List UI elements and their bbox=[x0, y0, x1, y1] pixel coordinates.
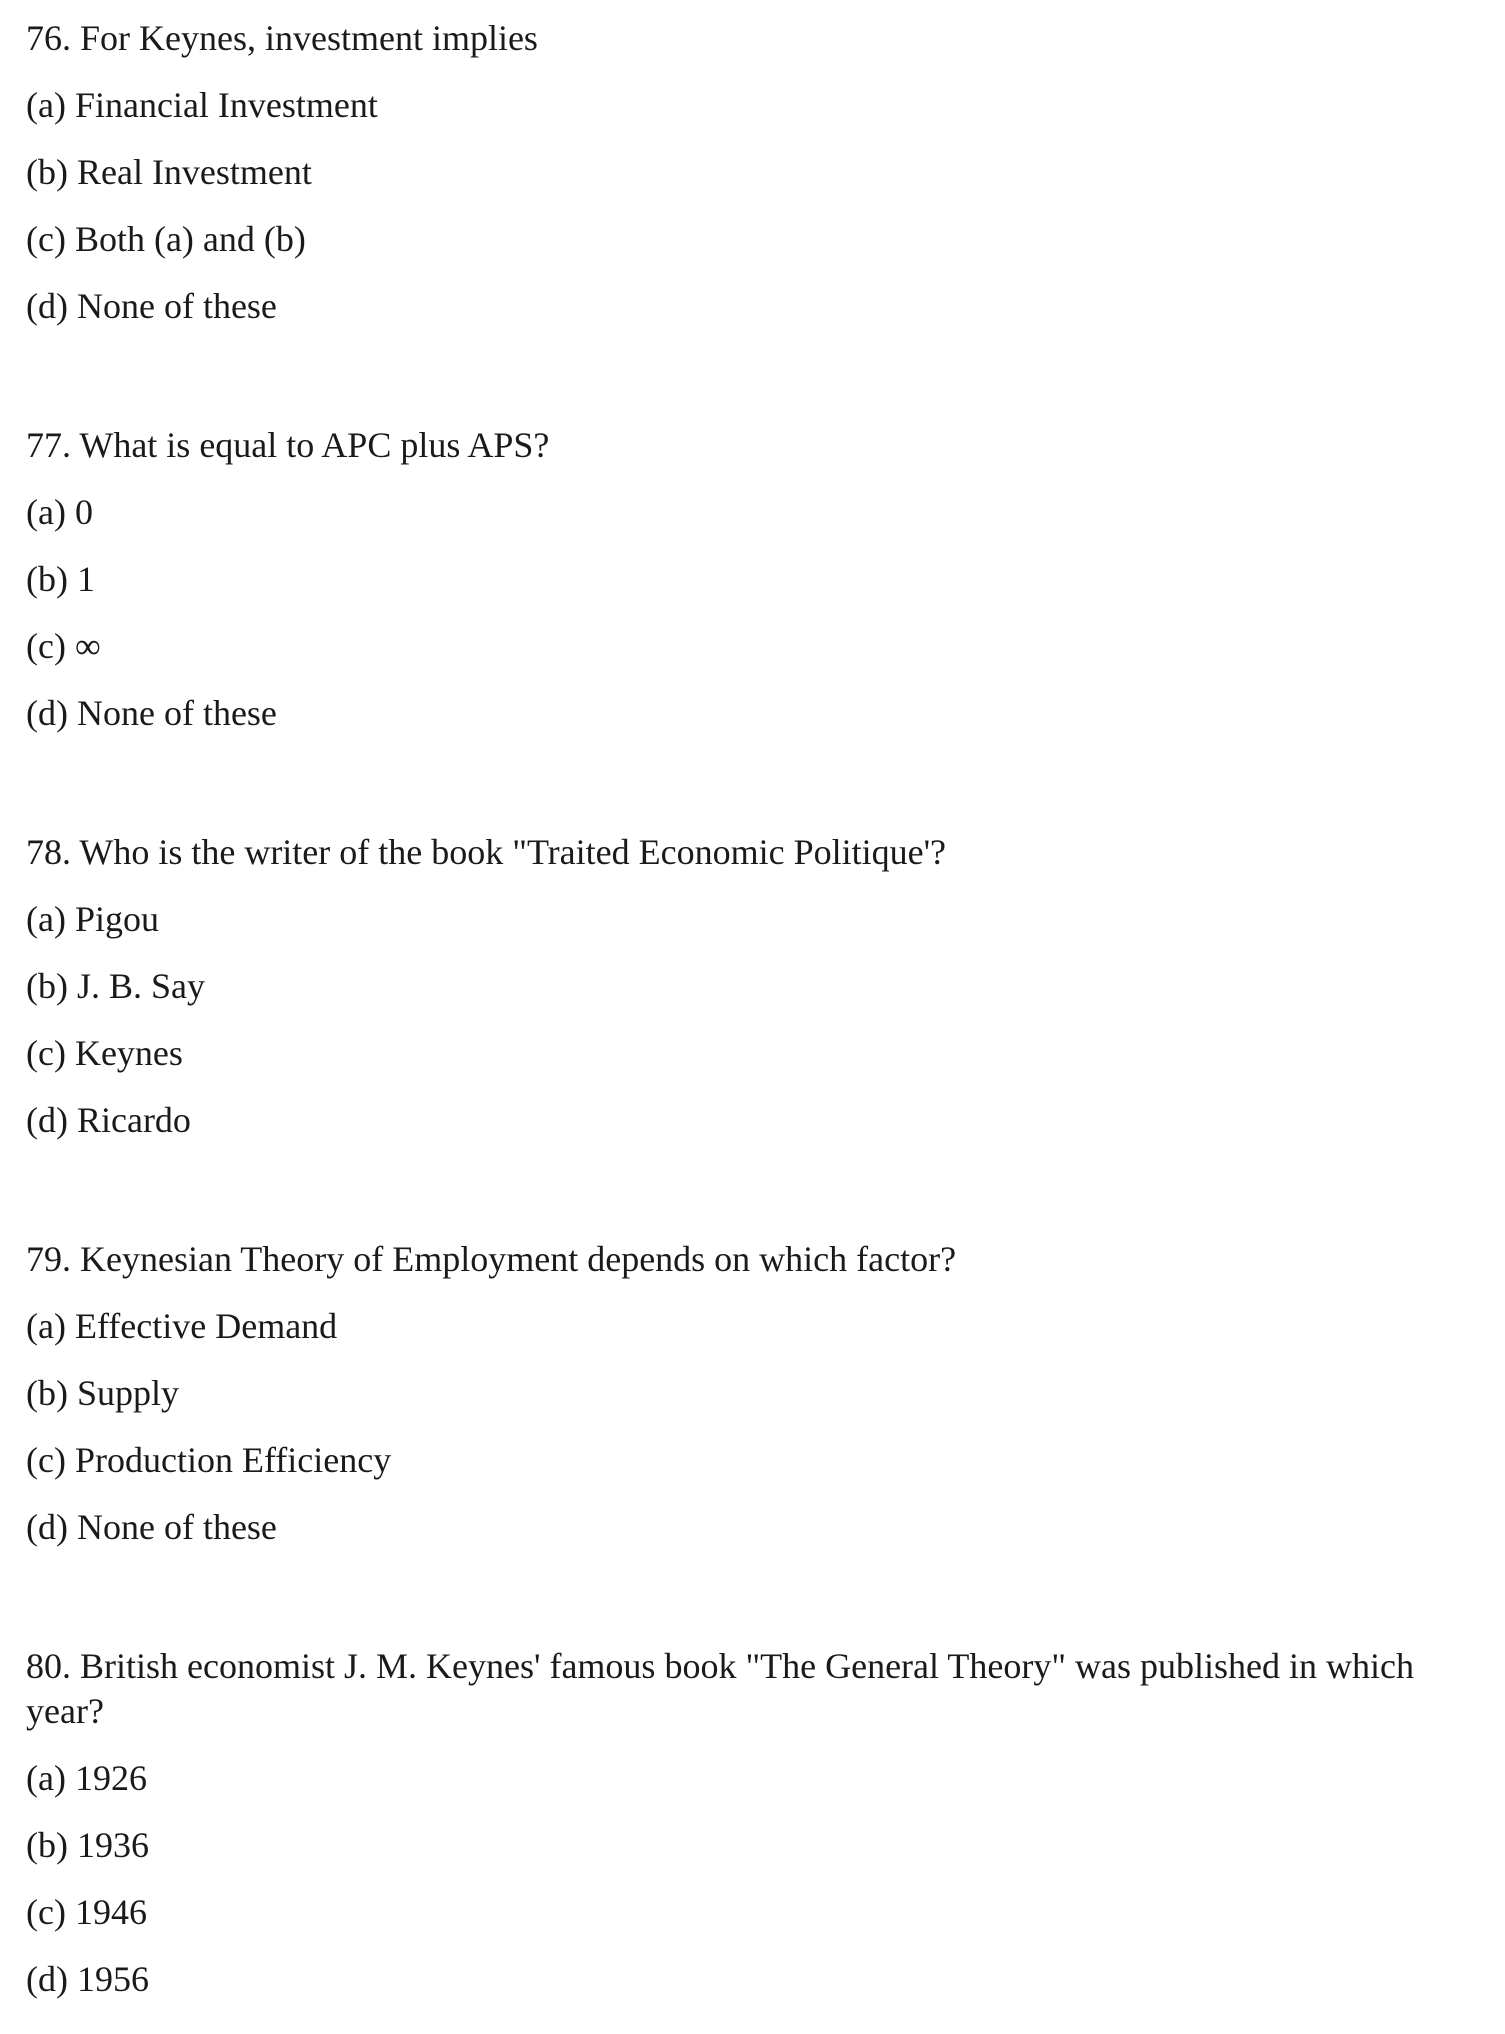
question-80 bbox=[26, 1640, 1466, 2002]
option-d: (d) None of these bbox=[26, 693, 277, 733]
option-d: (d) Ricardo bbox=[26, 1100, 191, 1140]
option-b: (b) 1936 bbox=[26, 1825, 149, 1865]
question-text: 78. Who is the writer of the book "Traited Economic Politique'? bbox=[26, 832, 947, 872]
question-text: 80. British economist J. M. Keynes' famous book "The General Theory" was published in which year? bbox=[26, 1646, 1414, 1731]
option-c: (c) Keynes bbox=[26, 1033, 183, 1073]
option-c: (c) Both (a) and (b) bbox=[26, 219, 306, 259]
option-b: (b) Supply bbox=[26, 1373, 179, 1413]
question-77 bbox=[26, 419, 1466, 736]
question-text: 76. For Keynes, investment implies bbox=[26, 18, 538, 58]
option-c: (c) 1946 bbox=[26, 1892, 147, 1932]
option-d: (d) 1956 bbox=[26, 1959, 149, 1999]
option-a: (a) Pigou bbox=[26, 899, 159, 939]
question-text: 77. What is equal to APC plus APS? bbox=[26, 425, 550, 465]
option-d: (d) None of these bbox=[26, 286, 277, 326]
option-c: (c) ∞ bbox=[26, 626, 101, 666]
option-b: (b) 1 bbox=[26, 559, 95, 599]
option-b: (b) Real Investment bbox=[26, 152, 312, 192]
option-a: (a) Financial Investment bbox=[26, 85, 378, 125]
question-79 bbox=[26, 1233, 1466, 1550]
question-76 bbox=[26, 12, 1466, 329]
document-page bbox=[26, 12, 1466, 2002]
question-text: 79. Keynesian Theory of Employment depends on which factor? bbox=[26, 1239, 957, 1279]
question-78 bbox=[26, 826, 1466, 1143]
option-a: (a) Effective Demand bbox=[26, 1306, 338, 1346]
option-c: (c) Production Efficiency bbox=[26, 1440, 392, 1480]
option-d: (d) None of these bbox=[26, 1507, 277, 1547]
option-a: (a) 0 bbox=[26, 492, 93, 532]
option-b: (b) J. B. Say bbox=[26, 966, 205, 1006]
option-a: (a) 1926 bbox=[26, 1758, 147, 1798]
